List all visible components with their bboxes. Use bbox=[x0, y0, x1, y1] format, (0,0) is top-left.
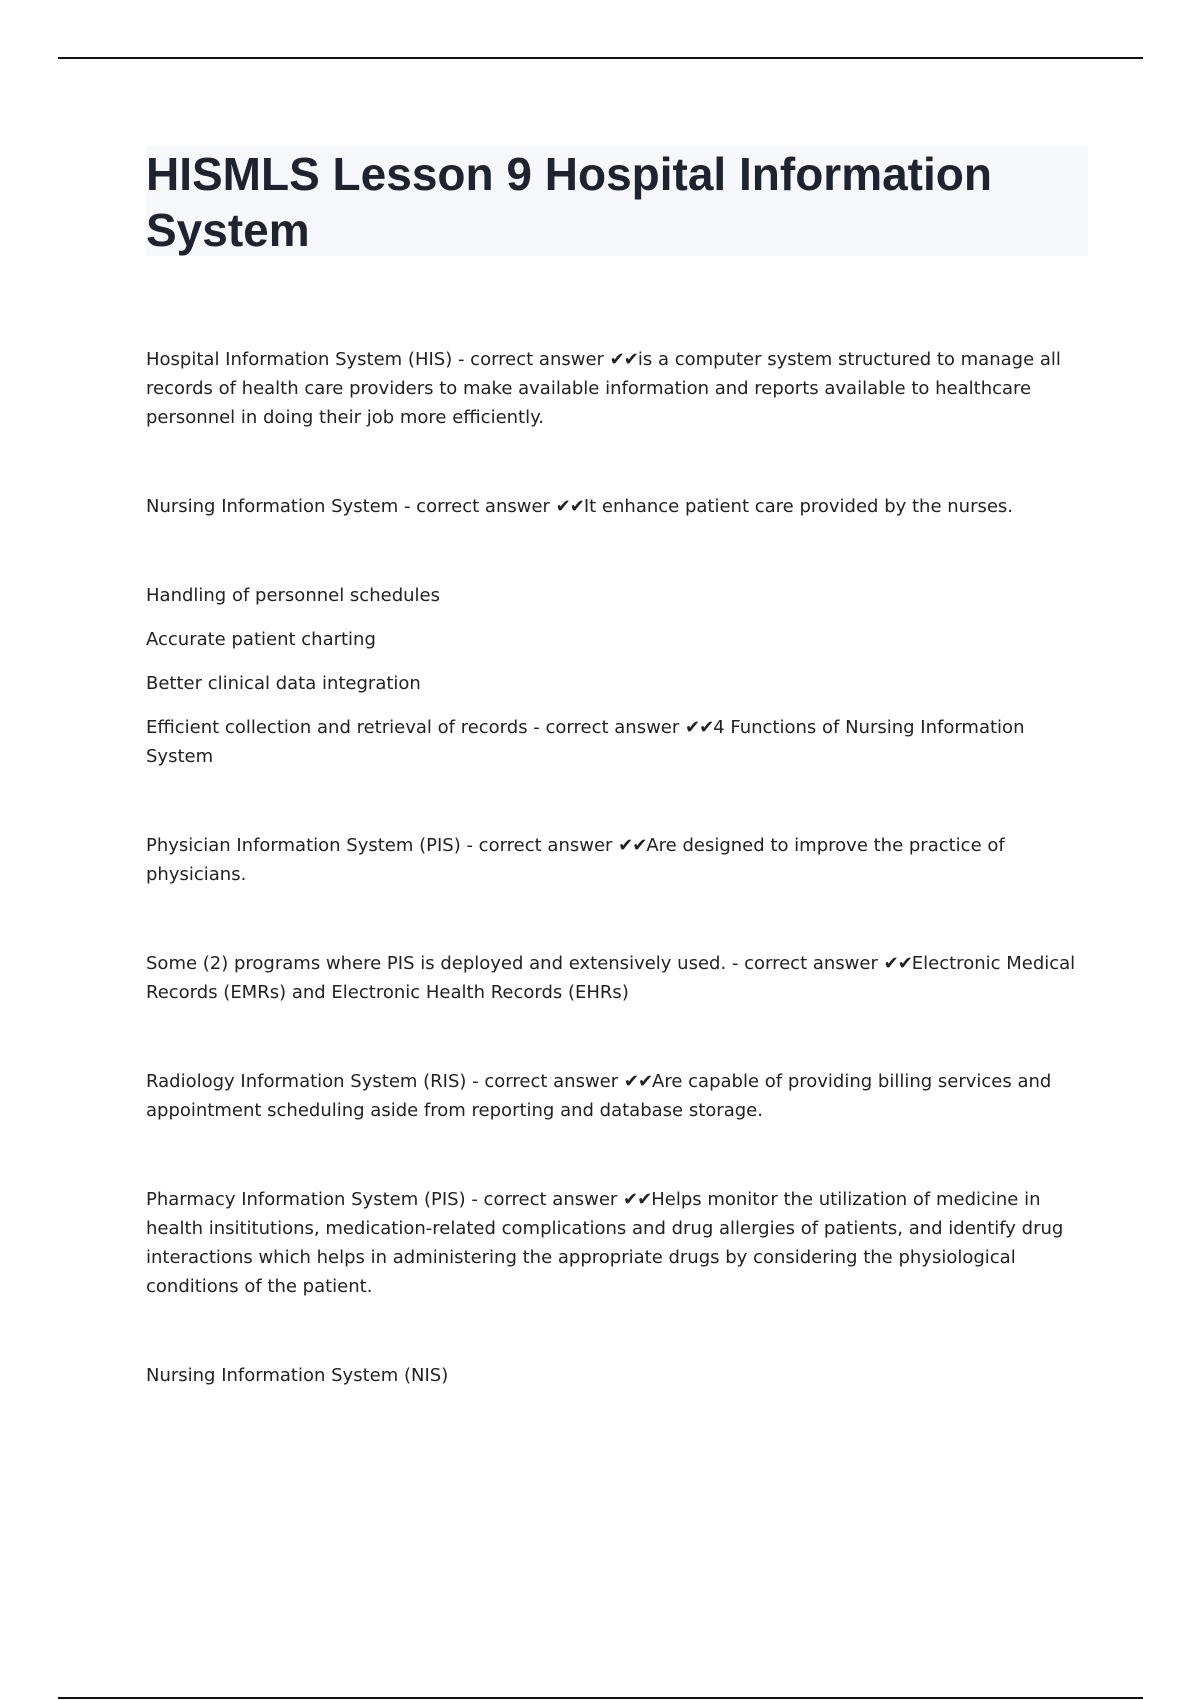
function-item: Handling of personnel schedules bbox=[146, 585, 440, 606]
entry-physician-information-system bbox=[146, 831, 1086, 889]
check-mark-icon: ✔✔ bbox=[623, 1189, 652, 1210]
entry-his bbox=[146, 345, 1086, 432]
entry-answer: Are capable of providing billing services and appointment scheduling aside from reporting and database storage. bbox=[146, 1071, 1052, 1121]
document-body bbox=[146, 345, 1086, 1390]
entry-term: Physician Information System (PIS) - correct answer bbox=[146, 835, 619, 856]
entry-radiology-information-system bbox=[146, 1067, 1086, 1125]
entry-term: Radiology Information System (RIS) - correct answer bbox=[146, 1071, 624, 1092]
document-title: HISMLS Lesson 9 Hospital Information System bbox=[146, 148, 992, 256]
entry-term: Pharmacy Information System (PIS) - correct answer bbox=[146, 1189, 624, 1210]
check-mark-icon: ✔✔ bbox=[883, 953, 912, 974]
entry-pharmacy-information-system bbox=[146, 1185, 1086, 1301]
trailing-term: Nursing Information System (NIS) bbox=[146, 1365, 449, 1386]
function-item: Accurate patient charting bbox=[146, 629, 376, 650]
entry-nis-functions bbox=[146, 713, 1086, 771]
entry-answer: is a computer system structured to manage all records of health care providers to make available information and reports available to healthcare personnel in doing their job more efficiently. bbox=[146, 349, 1061, 428]
top-rule bbox=[58, 57, 1143, 59]
entry-term: Hospital Information System (HIS) - correct answer bbox=[146, 349, 610, 370]
check-mark-icon: ✔✔ bbox=[618, 835, 647, 856]
entry-term: Nursing Information System - correct answer bbox=[146, 496, 556, 517]
entry-answer: Helps monitor the utilization of medicine in health insititutions, medication-related complications and drug allergies of patients, and identify drug interactions which helps in administering the appropriate drugs by considering the physiological conditions of the patient. bbox=[146, 1189, 1064, 1297]
check-mark-icon: ✔✔ bbox=[555, 496, 584, 517]
entry-term: Efficient collection and retrieval of records - correct answer bbox=[146, 717, 685, 738]
entry-answer: It enhance patient care provided by the nurses. bbox=[583, 496, 1014, 517]
title-block bbox=[146, 146, 1088, 256]
entry-answer: 4 Functions of Nursing Information System bbox=[146, 717, 1025, 767]
entry-pis-programs bbox=[146, 949, 1086, 1007]
entry-answer: Are designed to improve the practice of physicians. bbox=[146, 835, 1005, 885]
check-mark-icon: ✔✔ bbox=[685, 717, 714, 738]
check-mark-icon: ✔✔ bbox=[623, 1071, 653, 1092]
entry-answer: Electronic Medical Records (EMRs) and Electronic Health Records (EHRs) bbox=[146, 953, 1076, 1003]
entry-term: Some (2) programs where PIS is deployed and extensively used. - correct answer bbox=[146, 953, 884, 974]
function-item: Better clinical data integration bbox=[146, 673, 421, 694]
entry-nursing-information-system bbox=[146, 492, 1086, 521]
bottom-rule bbox=[58, 1697, 1143, 1699]
check-mark-icon: ✔✔ bbox=[609, 349, 638, 370]
